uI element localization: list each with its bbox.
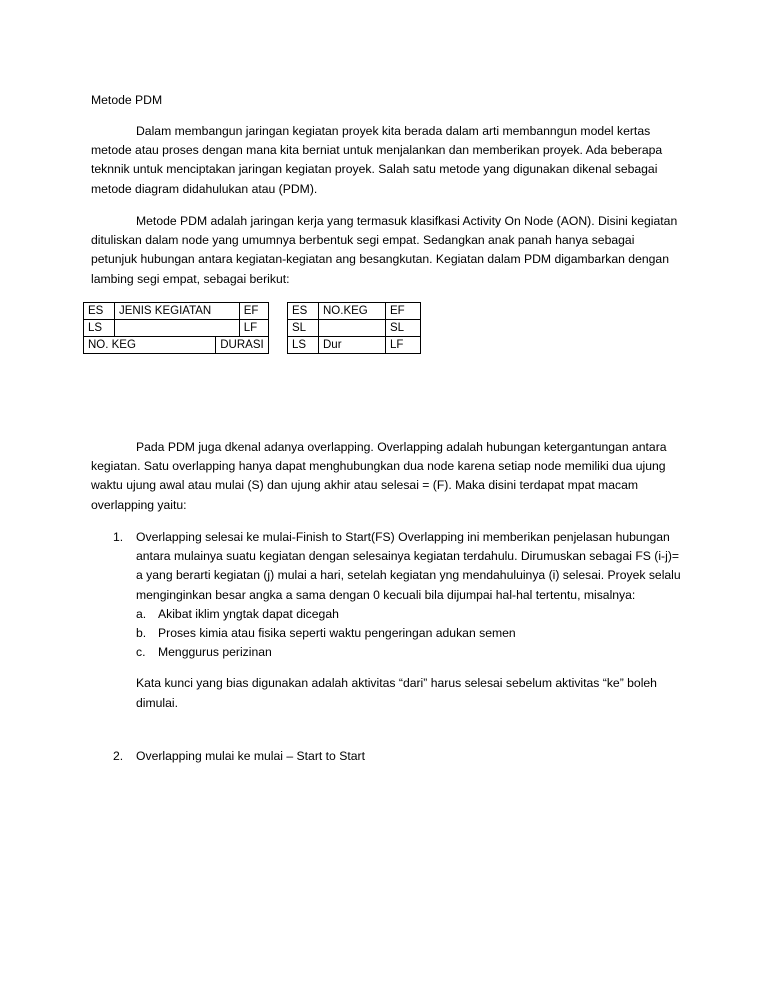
list-number: 1. [113,530,124,544]
sub-list-letter: a. [136,606,147,621]
list-item-text: Overlapping mulai ke mulai – Start to Start [136,749,365,763]
node-diagram-right [287,302,421,354]
paragraph-pdm-definition: Metode PDM adalah jaringan kerja yang termasuk klasifkasi Activity On Node (AON). Disini kegiatan dituliskan dalam node yang umumnya berbentuk segi empat. Sedangkan anak panah hanya sebagai petunjuk hubungan antara kegiatan-kegiatan ang besangkutan. Kegiatan dalam PDM digambarkan dengan lambing segi empat, sebagai berikut: [91,214,678,286]
cell-sl-left: SL [288,320,319,337]
sub-list-letter: c. [136,645,146,660]
sub-list-letter: b. [136,626,147,641]
list-number: 2. [113,749,124,763]
list-item-text: Overlapping selesai ke mulai-Finish to Start(FS) Overlapping ini memberikan penjelasan hubungan antara mulainya suatu kegiatan dengan selesainya kegiatan terdahulu. Dirumuskan sebagai FS (i-j)= a yang berarti kegiatan (j) mulai a hari, setelah kegiatan yng mendahuluinya (i) selesai. Proyek selalu menginginkan besar angka a sama dengan 0 kecuali bila dijumpai hal-hal tertentu, misalnya: [136,530,681,602]
cell-ls: LS [84,320,115,337]
cell-ls: LS [288,337,319,354]
numbered-list [91,528,681,713]
sub-list-text: Akibat iklim yngtak dapat dicegah [158,606,339,621]
cell-empty [115,320,240,337]
page-title: Metode PDM [91,93,163,107]
list-item [91,747,681,766]
sub-list-item [91,643,681,662]
cell-empty [319,320,386,337]
sub-list-item [91,624,681,643]
keyword-note: Kata kunci yang bias digunakan adalah aktivitas “dari” harus selesai sebelum aktivitas “ke” boleh dimulai. [136,676,657,710]
cell-no-keg: NO.KEG [319,303,386,320]
cell-ef: EF [386,303,421,320]
cell-es: ES [84,303,115,320]
cell-lf: LF [239,320,268,337]
cell-jenis-kegiatan: JENIS KEGIATAN [115,303,240,320]
sub-list-item [91,605,681,624]
node-diagram-left [83,302,269,354]
cell-dur: Dur [319,337,386,354]
sub-list-text: Proses kimia atau fisika seperti waktu pengeringan adukan semen [158,626,516,641]
paragraph-intro: Dalam membangun jaringan kegiatan proyek kita berada dalam arti membanngun model kertas metode atau proses dengan mana kita berniat untuk menjalankan dan memberikan proyek. Ada beberapa teknnik untuk menciptakan jaringan kegiatan proyek. Salah satu metode yang digunakan dikenal sebagai metode diagram didahulukan atau (PDM). [91,124,663,196]
cell-ef: EF [239,303,268,320]
numbered-list-continued [91,747,681,766]
cell-lf: LF [386,337,421,354]
paragraph-overlapping: Pada PDM juga dkenal adanya overlapping. Overlapping adalah hubungan ketergantungan antara kegiatan. Satu overlapping hanya dapat menghubungkan dua node karena setiap node memiliki dua ujung waktu ujung awal atau mulai (S) dan ujung akhir atau selesai = (F). Maka disini terdapat mpat macam overlapping yaitu: [91,440,667,512]
cell-es: ES [288,303,319,320]
list-item [91,528,681,605]
cell-durasi: DURASI [216,337,268,354]
sub-list-text: Menggurus perizinan [158,645,272,660]
cell-no-keg: NO. KEG [84,337,216,354]
cell-sl-right: SL [386,320,421,337]
